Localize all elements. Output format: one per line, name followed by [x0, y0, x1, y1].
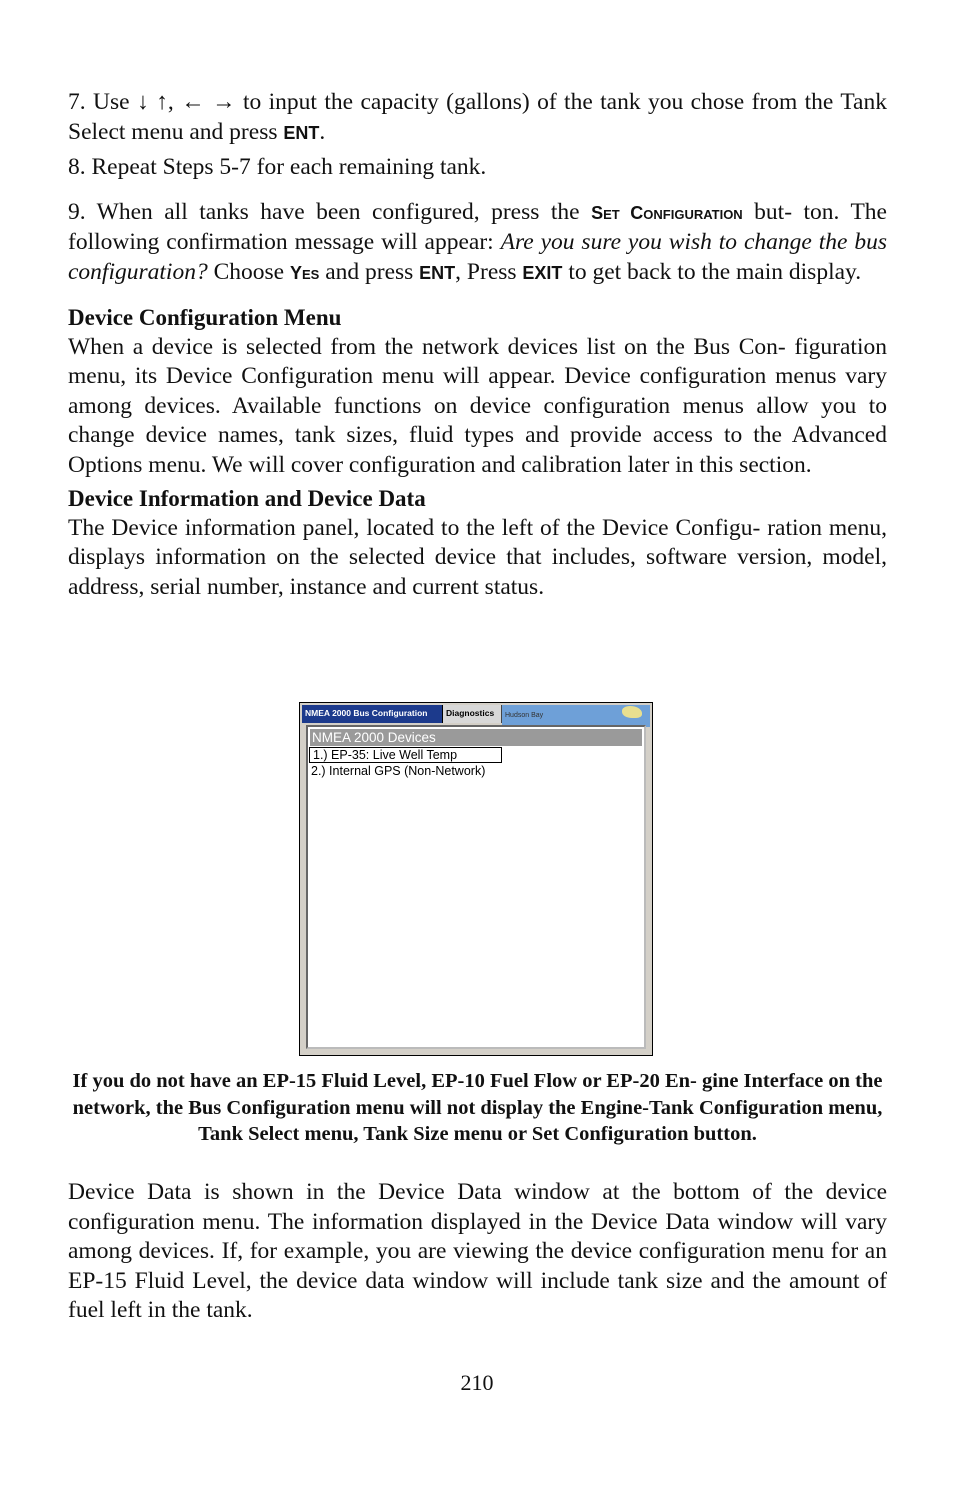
step-7: [68, 88, 887, 148]
step-9-text-3: Choose: [207, 258, 290, 285]
figure-caption: If you do not have an EP-15 Fluid Level, EP-10 Fuel Flow or EP-20 En- gine Interface on the network, the Bus Configuration menu will not display the Engine-Tank Configuration menu, Tank Select menu, Tank Size menu or Set Configuration button.: [72, 1070, 883, 1145]
step-9-text-5: , Press: [455, 258, 523, 285]
ent-key-label: ENT: [283, 122, 320, 143]
closing-paragraph: Device Data is shown in the Device Data window at the bottom of the device configuration menu. The information displayed in the Device Data window will vary among devices. If, for example, you are viewing the device configuration menu for an EP-15 Fluid Level, the device data window will include tank size and the amount of fuel left in the tank.: [68, 1179, 887, 1324]
tab-diagnostics[interactable]: Diagnostics: [443, 705, 502, 723]
step-8: 8. Repeat Steps 5-7 for each remaining tank.: [68, 154, 487, 181]
section-body-device-information: The Device information panel, located to the left of the Device Configu- ration menu, displays information on the selected device that includes, software version, model, address, serial number, instance and current status.: [68, 514, 887, 600]
page-number: 210: [460, 1370, 494, 1395]
figure-caption-block: [68, 1068, 887, 1148]
tab-bus-configuration[interactable]: NMEA 2000 Bus Configuration: [302, 705, 443, 723]
exit-key-label: EXIT: [522, 262, 563, 283]
section-heading-device-information: Device Information and Device Data: [68, 485, 426, 511]
step-9-text: 9. When all tanks have been configured, press the: [68, 198, 592, 225]
ent-key-label-2: ENT: [419, 262, 456, 283]
device-list-item[interactable]: 1.) EP-35: Live Well Temp: [309, 747, 502, 763]
device-list-item[interactable]: 2.) Internal GPS (Non-Network): [311, 764, 486, 778]
step-9-end: to get back to the main display.: [562, 258, 862, 285]
tab-bar: [302, 705, 650, 723]
closing-block: [68, 1178, 887, 1326]
bus-configuration-screenshot: [299, 702, 653, 1056]
step-9: [68, 198, 887, 289]
step-9-text-2: but- ton. The following confirmation message will appear:: [68, 198, 887, 256]
section-heading-device-configuration: Device Configuration Menu: [68, 304, 342, 330]
set-configuration-key-label: Set Configuration: [591, 202, 743, 223]
step-7-text: 7. Use ↓ ↑, ← → to input the capacity (gallons) of the tank you chose from the Tank Select menu and press: [68, 89, 887, 145]
yes-key-label: Yes: [289, 262, 320, 283]
step-7-end: .: [319, 118, 326, 145]
confirmation-message: Are you sure you wish to change the bus configuration?: [68, 229, 887, 285]
tab-map[interactable]: Hudson Bay: [502, 705, 650, 727]
devices-panel: [306, 725, 646, 1049]
page-content: [68, 88, 887, 602]
section-body-device-configuration: When a device is selected from the network devices list on the Bus Con- figuration menu, its Device Configuration menu will appear. Device configuration menus vary among devices. Available functions on device configuration menus allow you to change device names, tank sizes, fluid types and provide access to the Advanced Options menu. We will cover configuration and calibration later in this section.: [68, 333, 887, 478]
devices-panel-title: NMEA 2000 Devices: [310, 729, 642, 746]
step-9-text-4: and press: [319, 258, 420, 285]
